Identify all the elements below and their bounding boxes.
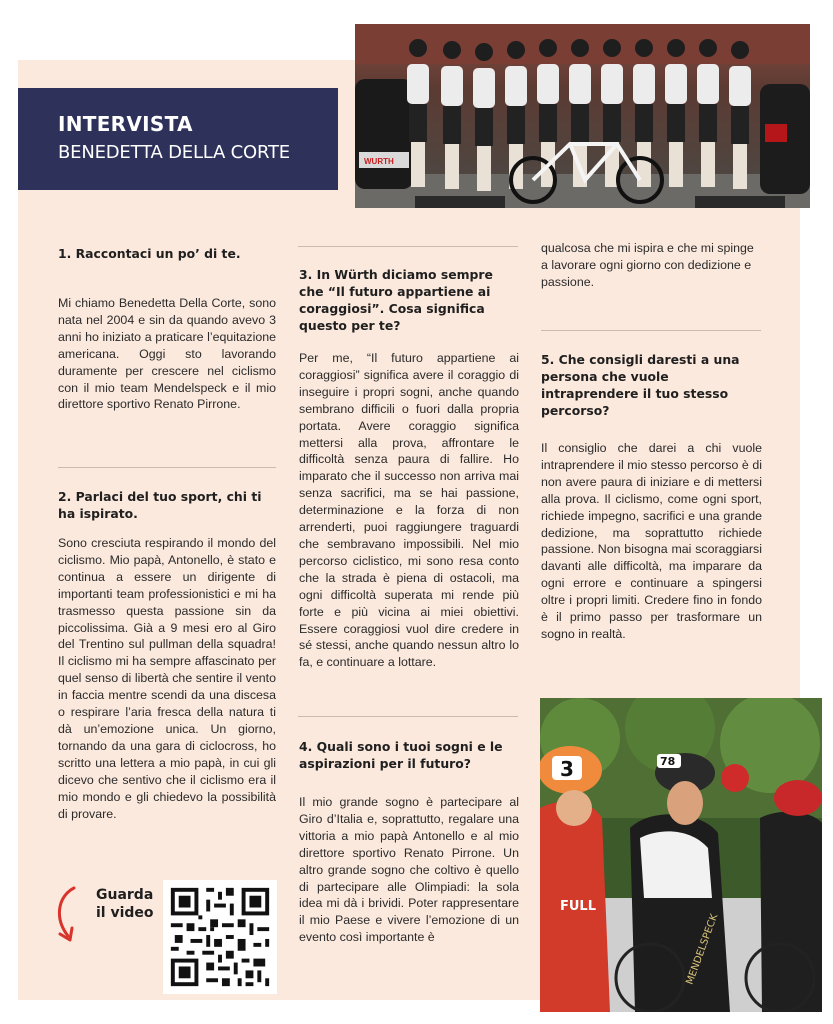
race-photo — [540, 698, 822, 1012]
answer-2: Sono cresciuta respirando il mondo del ciclismo. Mio papà, Antonello, è stato e continua a essere un dirigente di importanti team professionistici e mi ha trasmesso questa passione sin da piccolissima. Già a 9 mesi ero al Giro del Trentino sul pullman della squadra! Il ciclismo mi ha sempre affascinato per quel senso di libertà che sentire il vento in faccia mentre scendi da una discesa o respirare l’aria fresca della natura ti dà un’emozione unica. Un giorno, tornando da una gara di ciclocross, ho scritto una lettera a mio papà, in cui gli dicevo che sentivo che il ciclismo era il mio mondo e gli chiedevo la possibilità di provare. — [58, 536, 276, 821]
race-jersey-text: MENDELSPECK — [684, 912, 721, 987]
team-photo-sign: WURTH — [364, 157, 394, 166]
race-bib-left: 3 — [560, 757, 574, 781]
answer-4: Il mio grande sogno è partecipare al Giro d’Italia e, soprattutto, regalare una vittoria a mio papà Antonello e al mio direttore sportivo Renato Pirrone. Un altro grande sogno che coltivo è quello di partecipare alle Olimpiadi: la sola idea mi dà i brividi. Poter rappresentare il mio Paese e vivere l’emozione di un evento così importante è — [299, 795, 519, 945]
question-4: 4. Quali sono i tuoi sogni e le aspirazioni per il futuro? — [299, 739, 503, 771]
column-1-lower — [58, 488, 276, 822]
watch-video-label — [96, 886, 154, 922]
race-bib-right: 78 — [660, 755, 676, 768]
cta-line-2: il video — [96, 905, 154, 921]
question-2: 2. Parlaci del tuo sport, chi ti ha ispirato. — [58, 489, 262, 521]
column-1 — [58, 245, 276, 413]
question-5: 5. Che consigli daresti a una persona che vuole intraprendere il tuo stesso percorso? — [541, 352, 740, 418]
divider — [58, 467, 276, 468]
question-3: 3. In Würth diciamo sempre che “Il futuro appartiene ai coraggiosi”. Cosa significa questo per te? — [299, 267, 493, 333]
video-qr-code[interactable] — [163, 880, 277, 994]
divider — [541, 330, 761, 331]
answer-5: Il consiglio che darei a chi vuole intraprendere il mio stesso percorso è di non avere paura di iniziare e di mettersi alla prova. Il ciclismo, come ogni sport, richiede impegno, sacrifici e una grande dedizione, ma soprattutto richiede passione. Non bisogna mai scoraggiarsi davanti alle difficoltà, ma imparare da ogni errore e continuare a spingersi oltre i propri limiti. Credere fino in fondo è il primo passo per trasformare un sogno in realtà. — [541, 441, 762, 641]
curved-arrow-icon — [52, 884, 96, 948]
divider — [298, 716, 518, 717]
qr-code-icon — [163, 880, 277, 994]
column-2 — [299, 266, 519, 671]
answer-1: Mi chiamo Benedetta Della Corte, sono nata nel 2004 e sin da quando avevo 3 anni ho iniziato a praticare l’equitazione americana. Oggi sto lavorando duramente per crescere nel ciclismo con il mio team Mendelspeck e il mio direttore sportivo Renato Pirrone. — [58, 296, 276, 412]
team-photo — [355, 24, 810, 208]
race-jersey-left-text: FULL — [560, 899, 597, 914]
cta-line-1: Guarda — [96, 887, 154, 903]
question-1: 1. Raccontaci un po’ di te. — [58, 246, 241, 261]
page-title: INTERVISTA — [58, 112, 193, 136]
column-3 — [541, 240, 761, 291]
answer-4-continued: qualcosa che mi ispira e che mi spinge a lavorare ogni giorno con dedizione e passione. — [541, 241, 754, 289]
column-3-lower — [541, 351, 762, 643]
answer-3: Per me, “Il futuro appartiene ai coraggiosi” significa avere il coraggio di inseguire i propri sogni, anche quando sembrano difficili o fuori dalla propria portata. Avere coraggio significa mettersi alla prova, affrontare le difficoltà senza paura di fallire. Ho imparato che il successo non arriva mai senza sacrifici, ma se hai passione, determinazione e la forza di non arrenderti, puoi raggiungere traguardi che sembravano impossibili. Nel mio percorso ciclistico, mi sono resa conto che la strada è piena di ostacoli, ma ogni difficoltà superata mi rende più forte e più vicina ai miei obiettivi. Essere coraggiosi vuol dire credere in sé stessi, anche quando nessun altro lo fa, e continuare a lottare. — [299, 351, 519, 670]
interviewee-name: BENEDETTA DELLA CORTE — [58, 142, 290, 163]
column-2-lower — [299, 738, 519, 946]
divider — [298, 246, 518, 247]
interview-header — [18, 88, 338, 190]
